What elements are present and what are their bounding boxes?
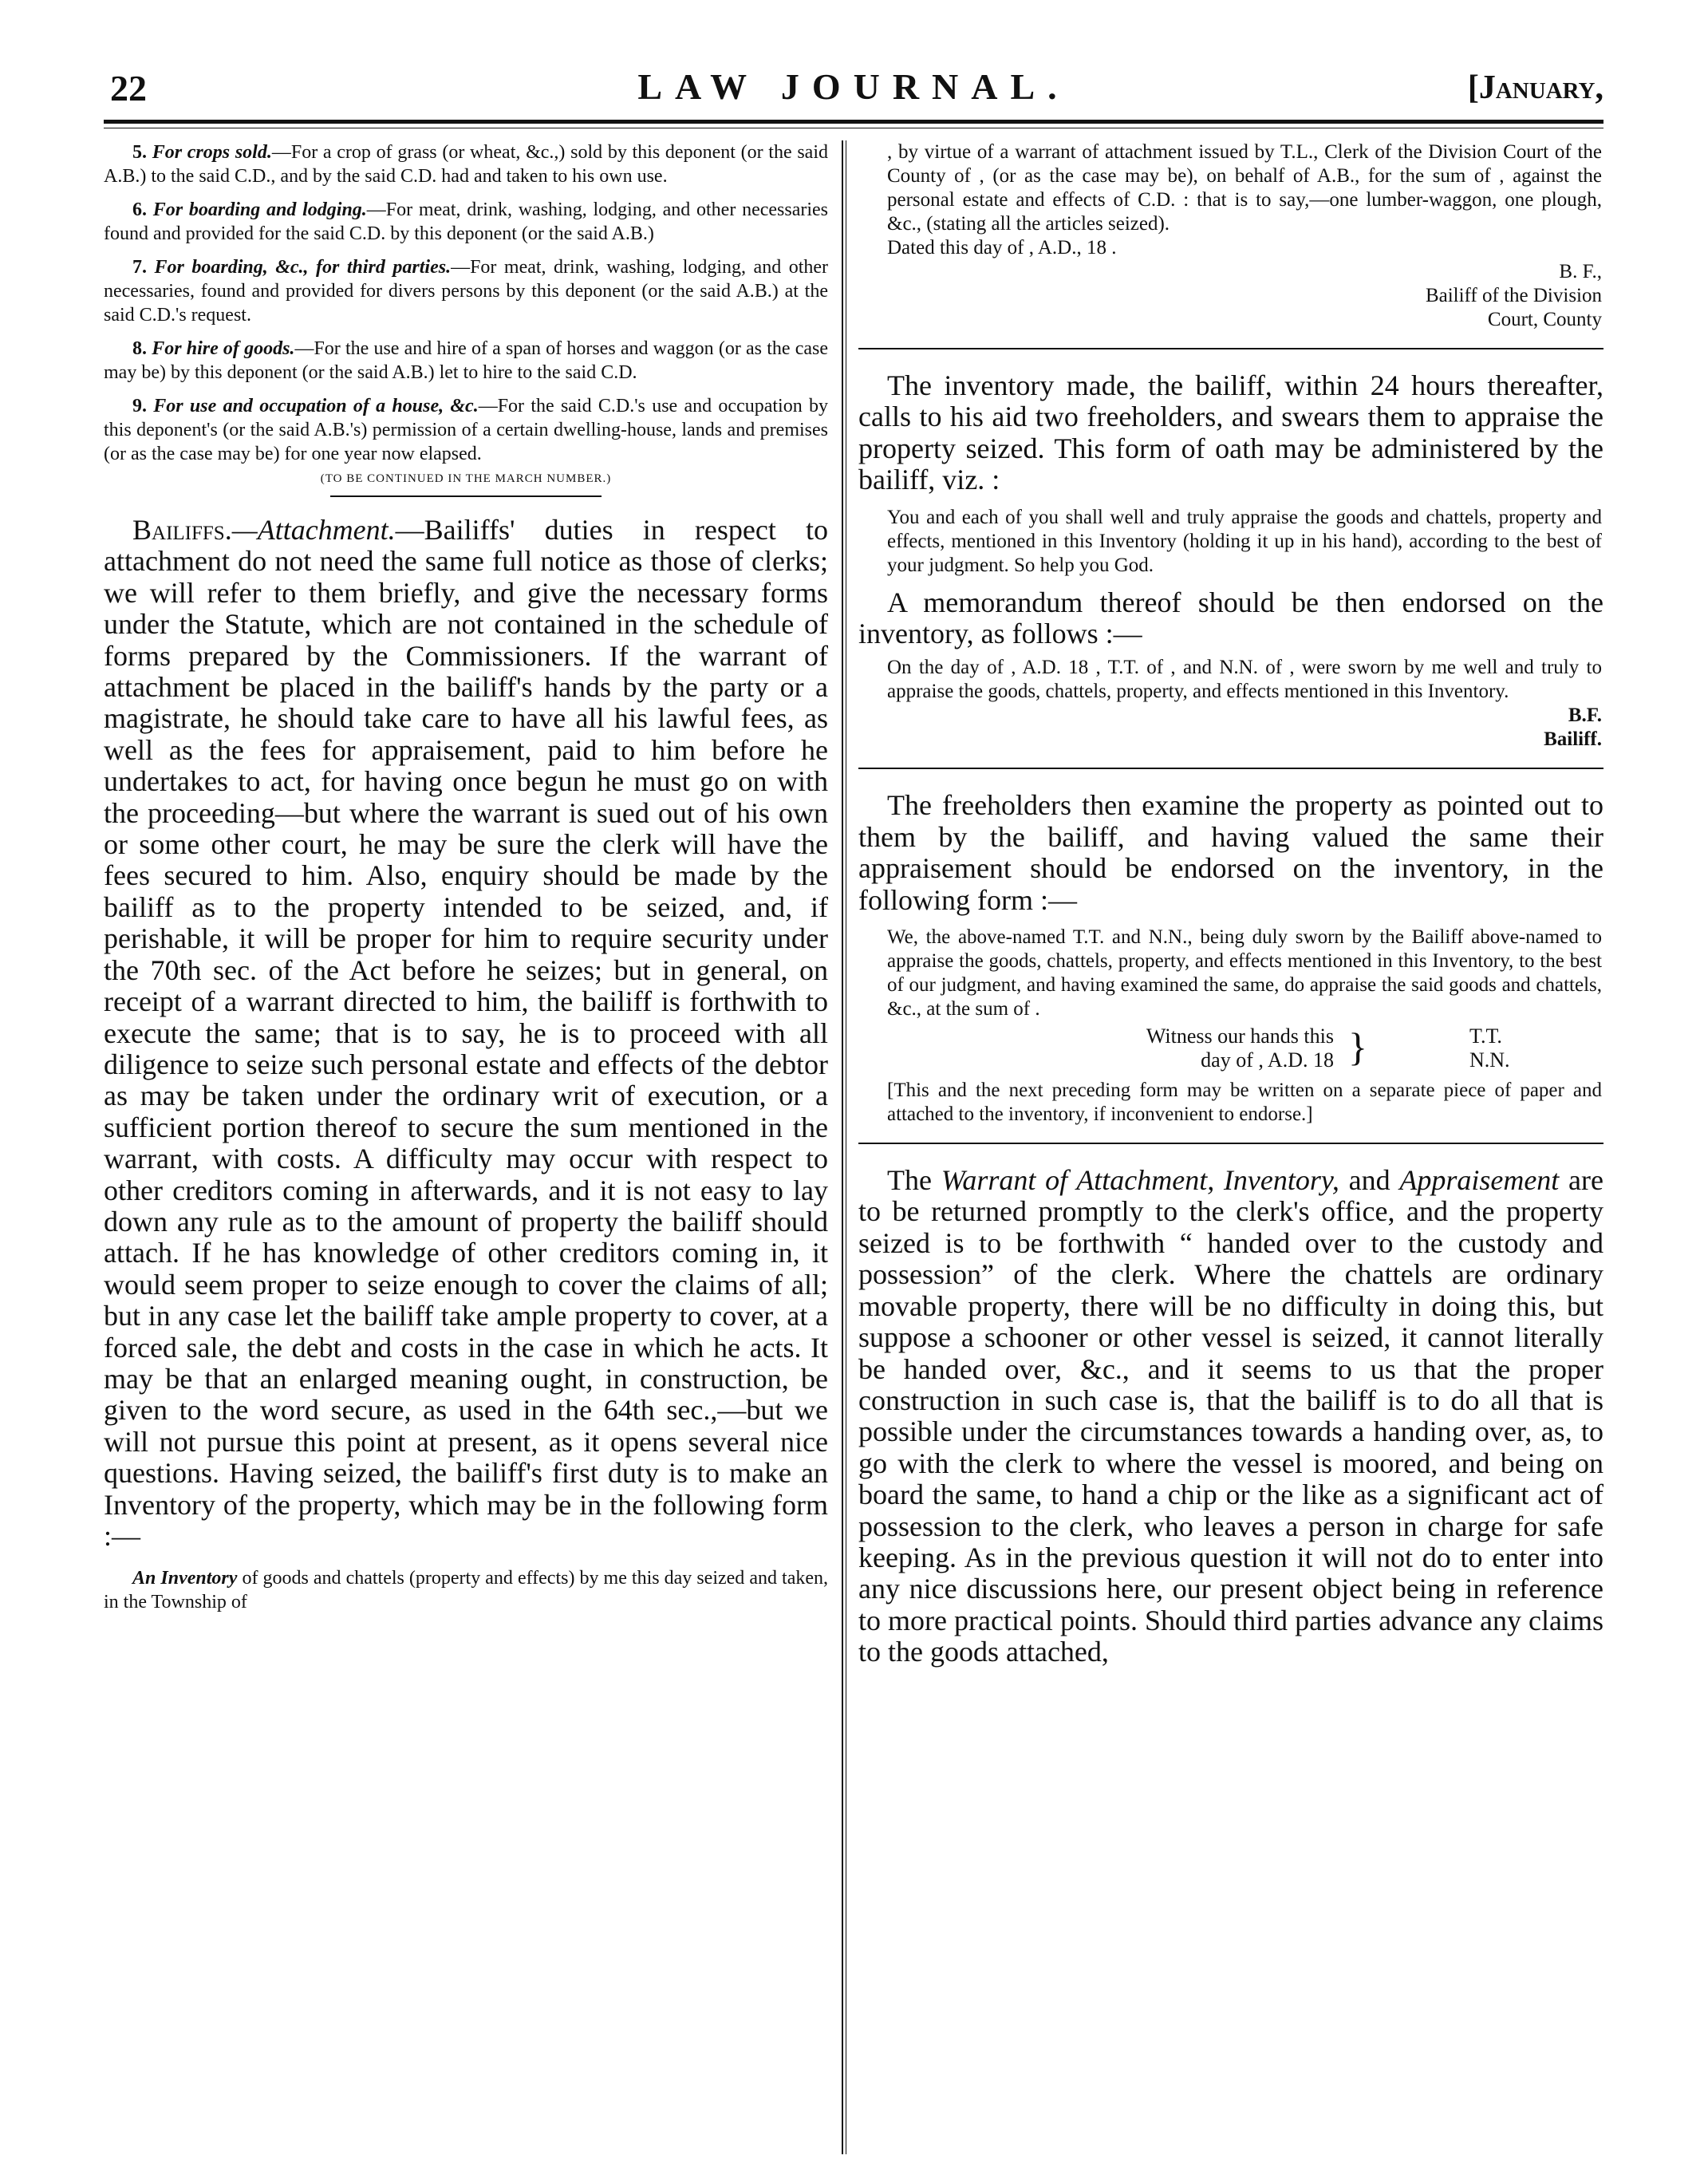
journal-title: LAW JOURNAL. [637,66,1070,107]
column-divider [842,140,843,2154]
form-item-7: 7. For boarding, &c., for third parties.—For meat, drink, washing, lodging, and other necessaries, found and provided for divers persons by this deponent (or the said A.B.) at the said C.D.'s request. [104,257,829,326]
paragraph-appraise-oath: The inventory made, the bailiff, within 24 hours thereafter, calls to his aid two freeholders, and swears them to appraise the property seized. This form of oath may be administered by the bailiff, viz. : [858,369,1603,496]
witness-block: Witness our hands this day of , A.D. 18 } T.T. N.N. [1146,1024,1510,1072]
brace: } [1348,1024,1367,1070]
form-item-6: 6. For boarding and lodging.—For meat, drink, washing, lodging, and other necessaries found and provided for the said C.D. by this deponent (or the said A.B.) [104,199,829,244]
header-rule-thick [104,120,1603,124]
signature-nn: N.N. [1469,1048,1510,1072]
form-rule-2 [858,768,1603,769]
paragraph-warrant-return: The Warrant of Attachment, Inventory, and Appraisement are to be returned promptly to the clerk's office, and the property seized is to be forthwith “ handed over to the custody and possession” of the clerk. Where the chattels are ordinary movable property, there will be no difficulty in doing this, but suppose a schooner or other vessel is seized, it cannot literally be handed over, &c., and it seems to us that the proper construction in such case is, that the bailiff is to do all that is possible under the circumstances towards a handing over, as, to go with the clerk to where the vessel is moored, and being on board the same, to hand a chip or the like as a significant act of possession to the clerk, who leaves a person in charge for safe keeping. As in the previous question it will not do to enter into any nice discussions here, our present object being in reference to more practical points. Should third parties advance any claims to the goods attached, [858,1164,1603,1668]
appraisement-form: We, the above-named T.T. and N.N., being duly sworn by the Bailiff above-named to appraise the goods, chattels, property, and effects mentioned in this Inventory, to the best of our judgment, and having examined the same, do appraise the said goods and chattels, &c., at the sum of . Witness our hands this day of , A.D. 18 } T.T. N.N. [This and the next preceding form may be written on a separate piece of paper and attached to the inventory, if inconvenient to endorse.] [887,926,1602,1126]
memorandum-form: On the day of , A.D. 18 , T.T. of , and N.N. of , were sworn by me well and truly to appraise the goods, chattels, property, and effects mentioned in this Inventory. B.F. Bailiff. [887,657,1602,751]
section-rule [330,495,602,497]
form-item-9: 9. For use and occupation of a house, &c.—For the said C.D.'s use and occupation by this deponent's (or the said A.B.'s) permission of a certain dwelling-house, lands and premises (or as the case may be) for one year now elapsed. [104,396,828,464]
inventory-form-start: An Inventory of goods and chattels (property and effects) by me this day seized and taken, in the Township of [104,1568,828,1613]
continued-note: (TO BE CONTINUED IN THE MARCH NUMBER.) [320,472,612,485]
bailiffs-article: Bailiffs.—Attachment.—Bailiffs' duties in respect to attachment do not need the same full notice as those of clerks; we will refer to them briefly, and give the necessary forms under the Statute, which are not contained in the schedule of forms prepared by the Commissioners. If the warrant of attachment be placed in the bailiff's hands by the party or a magistrate, he should take care to have all his lawful fees, as well as the fees for appraisement, paid to him before he undertakes to act, for having once begun he must go on with the proceeding—but where the warrant is sued out of his own or some other court, he may be sure the clerk will have the fees secured to him. Also, enquiry should be made by the bailiff as to the property intended to be seized, and, if perishable, it will be proper for him to require security under the 70th sec. of the Act before he seizes; but in general, on receipt of a warrant directed to him, the bailiff is forthwith to execute the same; that is to say, he is to proceed with all diligence to seize such personal estate and effects of the debtor as may be taken under the ordinary writ of execution, or a sufficient portion thereof to secure the sum mentioned in the warrant, with costs. A difficulty may occur with respect to other creditors coming in afterwards, and it is not easy to lay down any rule as to the amount of property the bailiff should attach. If he has knowledge of other creditors coming in, it would seem proper to seize enough to cover the claims of all; but in any case let the bailiff take ample property to cover, at a forced sale, the debt and costs in the case in which he acts. It may be that an enlarged meaning ought, in construction, be given to the word secure, as used in the 64th sec.,—but we will not pursue this point at present, as it opens several nice questions. Having seized, the bailiff's first duty is to make an Inventory of the property, which may be in the following form :— [104,514,828,1552]
form-rule-3 [858,1143,1603,1144]
signature-tt: T.T. [1469,1024,1502,1048]
memorandum-signature: B.F. [1568,705,1602,727]
left-column [104,140,828,1614]
form-item-5: 5. For crops sold.—For a crop of grass (or wheat, &c.,) sold by this deponent (or the said A.B.) to the said C.D., and by the said C.D. had and taken to his own use. [104,142,829,187]
dated-line: Dated this day of , A.D., 18 . [887,237,1117,259]
journal-page [104,64,1603,2154]
form-note: [This and the next preceding form may be written on a separate piece of paper and attached to the inventory, if inconvenient to endorse.] [887,1080,1602,1126]
inventory-form-continued: , by virtue of a warrant of attachment issued by T.L., Clerk of the Division Court of the County of , (or as the case may be), on behalf of A.B., for the sum of , against the personal estate and effects of C.D. : that is to say,—one lumber-waggon, one plough, &c., (stating all the articles seized). Dated this day of , A.D., 18 . B. F., Bailiff of the Division Court, County [887,141,1602,330]
oath-form: You and each of you shall well and truly appraise the goods and chattels, property and effects, mentioned in this Inventory (holding it up in his hand), according to the best of your judgment. So help you God. [887,506,1602,576]
paragraph-memorandum: A memorandum thereof should be then endorsed on the inventory, as follows :— [858,586,1603,650]
form-rule-1 [858,348,1603,349]
paragraph-freeholders: The freeholders then examine the property as pointed out to them by the bailiff, and having valued the same their appraisement should be endorsed on the inventory, in the following form :— [858,789,1603,916]
bailiff-signature: B. F., [1559,261,1602,282]
right-column [858,140,1603,1668]
form-item-8: 8. For hire of goods.—For the use and hire of a span of horses and waggon (or as the case may be) by this deponent (or the said A.B.) let to hire to the said C.D. [104,338,829,383]
issue-month: [January, [1467,69,1603,106]
page-number: 22 [110,68,147,109]
page-header [104,64,1603,116]
